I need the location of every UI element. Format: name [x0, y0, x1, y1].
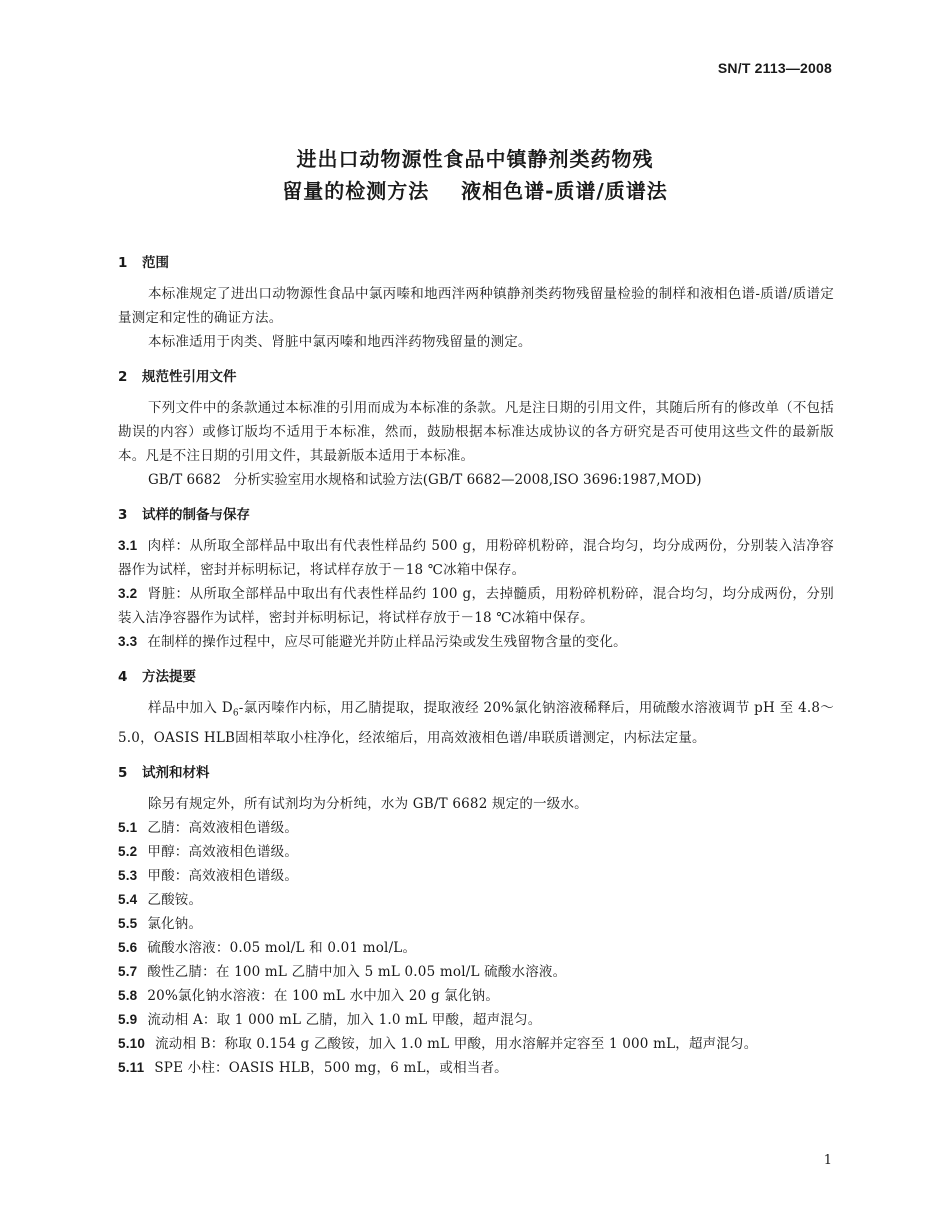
clause [118, 582, 834, 630]
clause [118, 936, 834, 960]
section-number: 5 [118, 764, 128, 781]
clause-number: 5.5 [118, 915, 138, 931]
clause-text: 在制样的操作过程中，应尽可能避光并防止样品污染或发生残留物含量的变化。 [147, 634, 627, 650]
clause-text: 氯化钠。 [147, 915, 203, 932]
section-heading-scope [118, 252, 834, 274]
clause [118, 984, 834, 1008]
clause-number: 5.7 [118, 963, 138, 979]
section-number: 1 [118, 255, 128, 271]
clause-number: 5.2 [118, 843, 138, 859]
section-number: 2 [118, 369, 128, 385]
section-title: 范围 [142, 255, 169, 271]
clause-text: 肾脏：从所取全部样品中取出有代表性样品约 100 g，去掉髓质，用粉碎机粉碎，混合均匀，均分成两份，分别装入洁净容器作为试样，密封并标明标记，将试样存放于－18 ℃冰箱中保存。 [118, 586, 834, 626]
clause-text: 流动相 A：取 1 000 mL 乙腈，加入 1.0 mL 甲酸，超声混匀。 [147, 1011, 542, 1028]
section-title: 方法提要 [142, 669, 196, 685]
clause-text: 甲酸：高效液相色谱级。 [147, 867, 299, 884]
section-heading-sample-preparation [118, 504, 834, 526]
clause-text: 肉样：从所取全部样品中取出有代表性样品约 500 g，用粉碎机粉碎，混合均匀，均分成两份，分别装入洁净容器作为试样，密封并标明标记，将试样存放于－18 ℃冰箱中保存。 [118, 538, 834, 578]
document-title-line2 [0, 175, 950, 204]
section-heading-normative-references [118, 366, 834, 388]
paragraph-text-rest: -氯丙嗪作内标，用乙腈提取，提取液经 20%氯化钠溶液稀释后，用硫酸水溶液调节 pH 至 4.8～5.0，OASIS HLB固相萃取小柱净化，经浓缩后，用高效液相色谱/串联质谱测定，内标法定量。 [118, 700, 834, 746]
section-title: 规范性引用文件 [142, 369, 237, 385]
section-number: 4 [118, 669, 128, 685]
title-line2-text: 留量的检测方法 液相色谱-质谱/质谱法 [282, 179, 668, 203]
clause-text: SPE 小柱：OASIS HLB，500 mg，6 mL，或相当者。 [154, 1059, 508, 1076]
section-number: 3 [118, 507, 128, 523]
paragraph [118, 696, 834, 750]
clause [118, 534, 834, 582]
clause [118, 1056, 834, 1080]
clause [118, 912, 834, 936]
paragraph: 下列文件中的条款通过本标准的引用而成为本标准的条款。凡是注日期的引用文件，其随后所有的修改单（不包括勘误的内容）或修订版均不适用于本标准，然而，鼓励根据本标准达成协议的各方研究是否可使用这些文件的最新版本。凡是不注日期的引用文件，其最新版本适用于本标准。 [118, 400, 834, 464]
clause-text: 乙腈：高效液相色谱级。 [147, 819, 299, 836]
clause-text: 流动相 B：称取 0.154 g 乙酸铵，加入 1.0 mL 甲酸，用水溶解并定容至 1 000 mL，超声混匀。 [155, 1035, 758, 1052]
clause-text: 酸性乙腈：在 100 mL 乙腈中加入 5 mL 0.05 mol/L 硫酸水溶液。 [147, 963, 567, 980]
clause [118, 1032, 834, 1056]
clause-number: 5.1 [118, 819, 138, 835]
clause-number: 3.3 [118, 634, 138, 649]
clause [118, 816, 834, 840]
paragraph: 本标准适用于肉类、肾脏中氯丙嗪和地西泮药物残留量的测定。 [148, 334, 532, 350]
clause [118, 864, 834, 888]
paragraph: 除另有规定外，所有试剂均为分析纯，水为 GB/T 6682 规定的一级水。 [148, 795, 588, 812]
clause-text: 甲醇：高效液相色谱级。 [147, 843, 299, 860]
clause [118, 888, 834, 912]
clause [118, 630, 834, 654]
section-title: 试剂和材料 [142, 764, 210, 781]
section-heading-reagents [118, 762, 834, 784]
clause [118, 840, 834, 864]
clause-number: 5.6 [118, 939, 138, 955]
standard-id: SN/T 2113—2008 [717, 60, 832, 76]
clause-text: 乙酸铵。 [147, 891, 203, 908]
paragraph-text-start: 样品中加入 D [148, 700, 233, 716]
clause-number: 5.3 [118, 867, 138, 883]
clause-number: 5.9 [118, 1011, 138, 1027]
section-title: 试样的制备与保存 [142, 507, 250, 523]
section-heading-method-summary [118, 666, 834, 688]
reference-entry: GB/T 6682 分析实验室用水规格和试验方法(GB/T 6682—2008,ISO 3696:1987,MOD) [148, 472, 702, 488]
clause-text: 硫酸水溶液：0.05 mol/L 和 0.01 mol/L。 [147, 939, 417, 956]
clause-number: 5.10 [118, 1035, 146, 1051]
clause-number: 5.11 [118, 1059, 145, 1075]
clause-number: 5.8 [118, 987, 138, 1003]
clause [118, 1008, 834, 1032]
clause-number: 3.2 [118, 586, 138, 601]
clause [118, 960, 834, 984]
paragraph: 本标准规定了进出口动物源性食品中氯丙嗪和地西泮两种镇静剂类药物残留量检验的制样和液相色谱-质谱/质谱定量测定和定性的确证方法。 [118, 286, 834, 326]
clause-text: 20%氯化钠水溶液：在 100 mL 水中加入 20 g 氯化钠。 [147, 987, 500, 1004]
clause-number: 3.1 [118, 538, 138, 553]
subscript: 6 [232, 708, 239, 719]
document-body [118, 252, 834, 1080]
clause-number: 5.4 [118, 891, 138, 907]
page-number: 1 [823, 1153, 832, 1168]
document-title-line1: 进出口动物源性食品中镇静剂类药物残 [296, 147, 654, 171]
